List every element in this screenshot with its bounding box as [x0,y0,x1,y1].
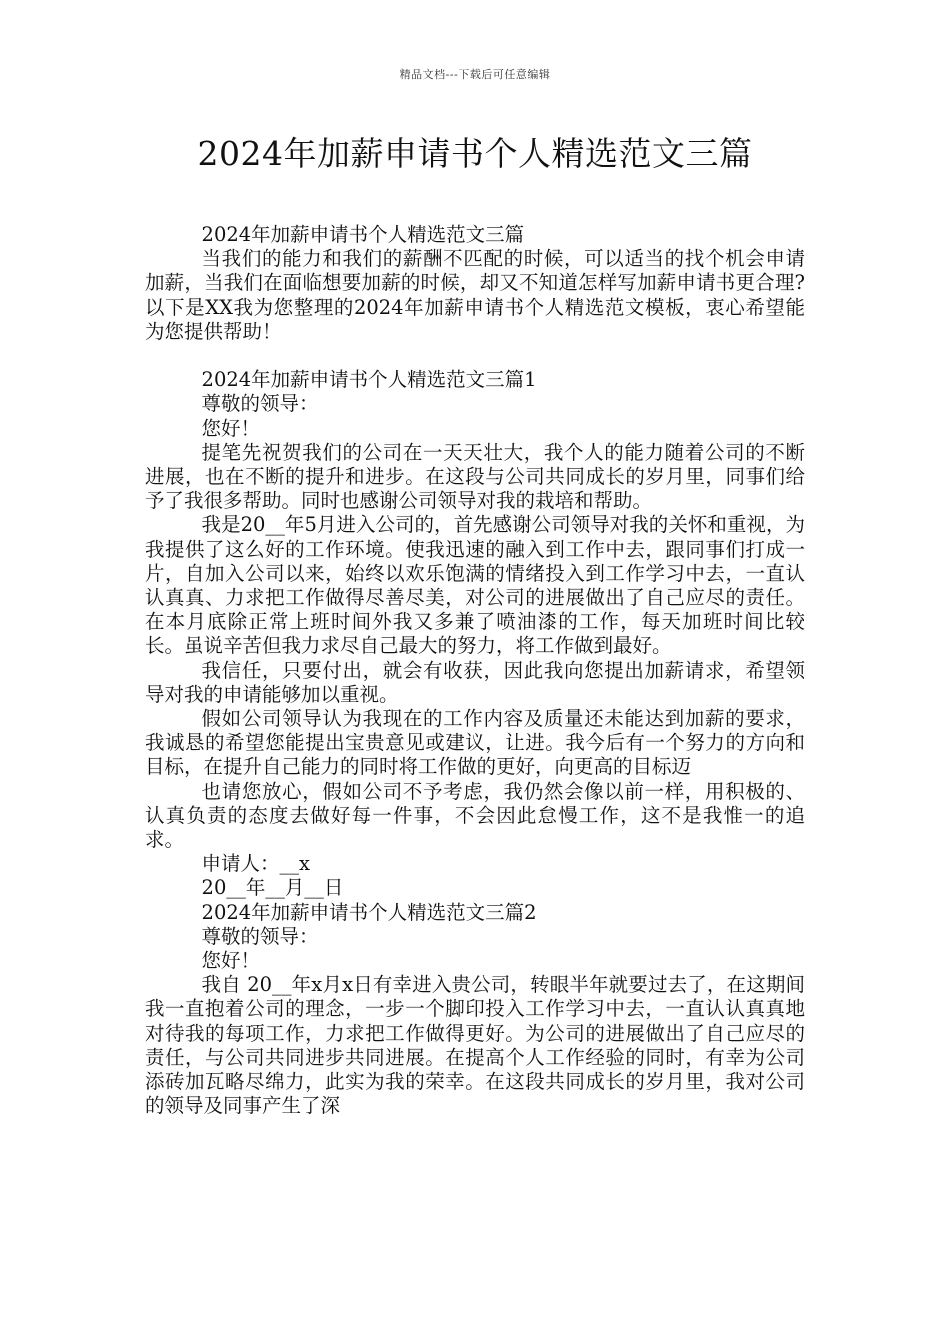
intro-subtitle: 2024年加薪申请书个人精选范文三篇 [201,223,525,246]
letter1-applicant: 申请人：__x [201,852,311,876]
letter1-paragraph-3: 我信任，只要付出，就会有收获，因此我向您提出加薪请求，希望领导对我的申请能够加以重视。 [145,658,805,706]
letter1-salutation: 尊敬的领导： [201,392,319,416]
letter1-paragraph-4: 假如公司领导认为我现在的工作内容及质量还未能达到加薪的要求，我诚恳的希望您能提出宝贵意见或建议，让进。我今后有一个努力的方向和目标，在提升自己能力的同时将工作做的更好，向更高的目标迈 [145,707,805,779]
letter1-paragraph-2: 我是20__年5月进入公司的，首先感谢公司领导对我的关怀和重视，为我提供了这么好的工作环境。使我迅速的融入到工作中去，跟同事们打成一片，自加入公司以来，始终以欢乐饱满的情绪投入到工作学习中去，一直认认真真、力求把工作做得尽善尽美，对公司的进展做出了自己应尽的责任。在本月底除正常上班时间外我又多兼了喷油漆的工作，每天加班时间比较长。虽说辛苦但我力求尽自己最大的努力，将工作做到最好。 [145,513,805,658]
document-title: 2024年加薪申请书个人精选范文三篇 [197,134,753,173]
header-note: 精品文档---下载后可任意编辑 [399,68,551,81]
letter1-heading: 2024年加薪申请书个人精选范文三篇1 [201,368,537,392]
letter2-greeting: 您好！ [201,949,261,973]
letter1-greeting: 您好！ [201,416,261,440]
letter2-salutation: 尊敬的领导： [201,924,319,948]
letter1-date: 20__年__月__日 [201,876,344,900]
letter2-heading: 2024年加薪申请书个人精选范文三篇2 [201,900,537,924]
intro-paragraph: 当我们的能力和我们的薪酬不匹配的时候，可以适当的找个机会申请加薪，当我们在面临想要加薪的时候，却又不知道怎样写加薪申请书更合理?以下是XX我为您整理的2024年加薪申请书个人精选范文模板，衷心希望能为您提供帮助！ [145,247,805,343]
letter1-paragraph-5: 也请您放心，假如公司不予考虑，我仍然会像以前一样，用积极的、认真负责的态度去做好每一件事，不会因此怠慢工作，这不是我惟一的追求。 [145,779,805,852]
paragraph-gap [145,344,805,368]
letter1-paragraph-1: 提笔先祝贺我们的公司在一天天壮大，我个人的能力随着公司的不断进展，也在不断的提升和进步。在这段与公司共同成长的岁月里，同事们给予了我很多帮助。同时也感谢公司领导对我的栽培和帮助。 [145,440,805,513]
letter2-paragraph-1: 我自 20__年x月x日有幸进入贵公司，转眼半年就要过去了，在这期间我一直抱着公司的理念，一步一个脚印投入工作学习中去，一直认认真真地对待我的每项工作，力求把工作做得更好。为公司的进展做出了自己应尽的责任，与公司共同进步共同进展。在提高个人工作经验的同时，有幸为公司添砖加瓦略尽绵力，此实为我的荣幸。在这段共同成长的岁月里，我对公司的领导及同事产生了深 [145,973,805,1118]
document-body [145,223,805,1119]
